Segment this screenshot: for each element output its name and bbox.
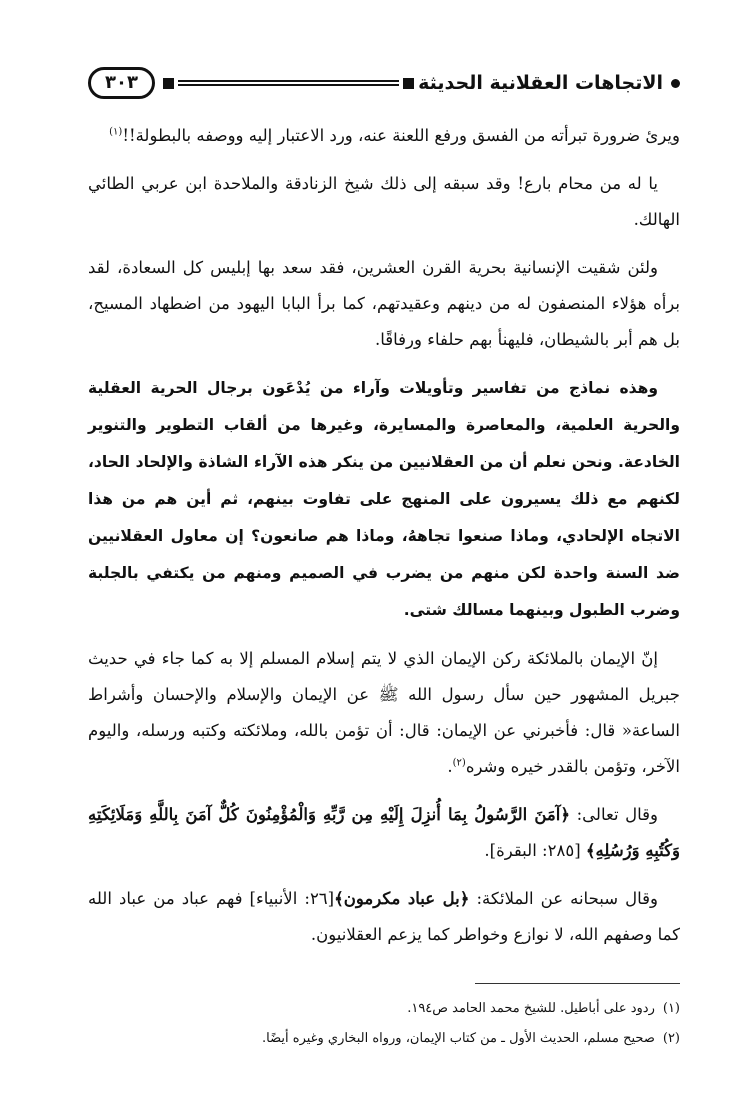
body-text — [88, 118, 680, 953]
paragraph-4 — [88, 370, 680, 629]
footnote-number: (١) — [662, 1001, 680, 1016]
footnote-text: ردود على أباطيل. للشيخ محمد الحامد ص١٩٤. — [407, 1001, 655, 1016]
footnote-ref-1[interactable]: (١) — [109, 126, 123, 138]
paragraph-6 — [88, 797, 680, 869]
page-number: ٣٠٣ — [88, 67, 155, 99]
footnote-text: صحيح مسلم، الحديث الأول ـ من كتاب الإيمان، ورواه البخاري وغيره أيضًا. — [262, 1031, 655, 1046]
paragraph-5 — [88, 641, 680, 785]
verse-reference: [٢٨٥: البقرة]. — [484, 841, 586, 860]
paragraph-1 — [88, 118, 680, 154]
footnote-separator — [475, 983, 680, 984]
paragraph-text: يا له من محام بارع! وقد سبقه إلى ذلك شيخ الزنادقة والملاحدة ابن عربي الطائي الهالك. — [88, 174, 680, 229]
paragraph-tail: . — [447, 757, 453, 776]
quran-verse: ﴿بل عباد مكرمون﴾ — [334, 889, 470, 908]
footnote-number: (٢) — [662, 1031, 680, 1046]
paragraph-lead: وقال تعالى: — [570, 805, 658, 824]
header-rule — [178, 80, 399, 86]
quran-verse: ﴿آمَنَ الرَّسُولُ بِمَا أُنزِلَ إِلَيْهِ مِن رَّبِّهِ وَالْمُؤْمِنُونَ كُلٌّ آمَنَ بِاللَّهِ وَمَلَائِكَتِهِ وَكُتُبِهِ وَرُسُلِهِ﴾ — [88, 805, 680, 860]
paragraph-lead: وقال سبحانه عن الملائكة: — [469, 889, 658, 908]
paragraph-2 — [88, 166, 680, 238]
paragraph-text: ويرئ ضرورة تبرأته من الفسق ورفع اللعنة عنه، ورد الاعتبار إليه ووصفه بالبطولة!! — [122, 126, 680, 145]
paragraph-7 — [88, 881, 680, 953]
footnote-ref-2[interactable]: (٢) — [452, 757, 466, 769]
bullet-icon — [671, 79, 680, 88]
running-header — [88, 60, 680, 106]
footnote-1 — [88, 994, 680, 1024]
book-page — [88, 60, 680, 1054]
square-ornament-icon — [403, 78, 414, 89]
paragraph-3 — [88, 250, 680, 358]
verse-reference: [٢٦: الأنبياء] فهم عباد من عباد الله كما وصفهم الله، لا نوازع وخواطر كما يزعم العقلانيون. — [88, 889, 680, 944]
paragraph-text: وهذه نماذج من تفاسير وتأويلات وآراء من يُدْعَون برجال الحرية العقلية والحرية العلمية، والمعاصرة والمسايرة، وغيرها من ألقاب التطوير والتنوير الخادعة. ونحن نعلم أن من العقلانيين من ينكر هذه الآراء الشاذة والإلحاد الحاد، لكنهم مع ذلك يسيرون على المنهج على تفاوت بينهم، ثم أين هم من هذا الاتجاه الإلحادي، وماذا صنعوا تجاههُ، وماذا هم صانعون؟ إن معاول العقلانيين ضد السنة واحدة لكن منهم من يضرب في الصميم ومنهم من يكتفي بالجلبة وضرب الطبول وبينهما مسالك شتى. — [88, 379, 680, 619]
footnote-2 — [88, 1024, 680, 1054]
paragraph-text: إنّ الإيمان بالملائكة ركن الإيمان الذي لا يتم إسلام المسلم إلا به كما جاء في حديث جبريل المشهور حين سأل رسول الله ﷺ عن الإيمان والإسلام والإحسان وأشراط الساعة« قال: فأخبرني عن الإيمان: قال: أن تؤمن بالله، وملائكته وكتبه ورسله، واليوم الآخر، وتؤمن بالقدر خيره وشره — [88, 649, 680, 776]
square-ornament-icon — [163, 78, 174, 89]
footnotes — [88, 994, 680, 1054]
paragraph-text: ولئن شقيت الإنسانية بحرية القرن العشرين، فقد سعد بها إبليس كل السعادة، لقد برأه هؤلاء المنصفون له من دينهم وعقيدتهم، كما برأ البابا اليهود من اضطهاد المسيح، بل هم أبر بالشيطان، فليهنأ بهم حلفاء ورفاقًا. — [88, 258, 680, 349]
header-title: الاتجاهات العقلانية الحديثة — [418, 72, 663, 94]
